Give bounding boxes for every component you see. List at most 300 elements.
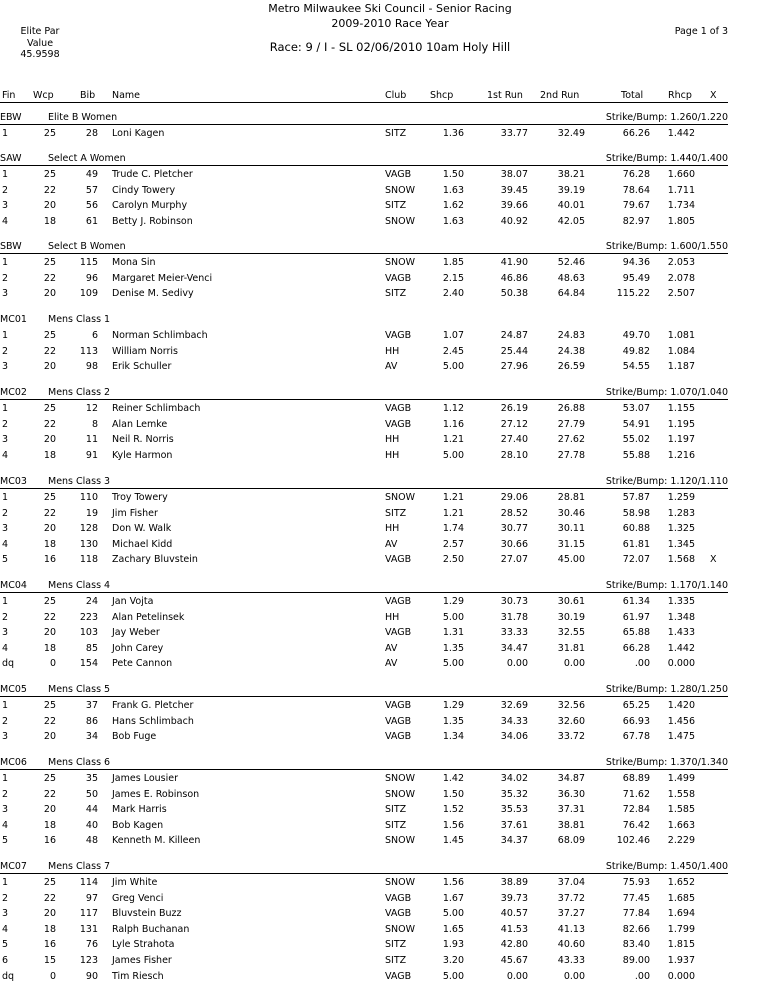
cell-bib: 130 [79,538,98,550]
cell-rhcp: 1.216 [667,449,695,461]
cell-run1: 41.53 [500,923,528,935]
cell-total: 54.55 [622,361,650,373]
table-row [0,789,728,801]
cell-fin: 1 [2,330,9,341]
cell-name: Ralph Buchanan [112,923,190,935]
cell-rhcp: 2.078 [667,272,695,284]
cell-shcp: 1.74 [442,523,464,535]
cell-club: HH [385,611,400,623]
cell-club: SITZ [385,955,407,966]
class-code: MC03 [0,476,27,487]
cell-wcp: 20 [43,627,56,639]
cell-name: Norman Schlimbach [112,330,208,341]
cell-wcp: 22 [43,272,56,284]
table-row [0,185,728,197]
cell-bib: 113 [79,345,98,357]
cell-rhcp: 1.345 [667,538,695,550]
class-code: SAW [0,153,22,164]
cell-run2: 36.30 [557,788,585,800]
cell-total: 66.28 [622,642,650,654]
cell-total: 65.88 [622,627,650,639]
cell-shcp: 1.56 [442,877,464,888]
cell-name: Jay Weber [112,627,160,639]
cell-total: 67.78 [622,731,650,743]
cell-club: SITZ [385,128,407,139]
cell-total: 78.64 [622,184,650,196]
cell-bib: 103 [79,627,98,639]
cell-run1: 33.77 [500,128,528,139]
cell-run1: 38.07 [500,169,528,180]
cell-run2: 24.38 [557,345,585,357]
cell-rhcp: 1.259 [667,492,695,503]
cell-shcp: 1.36 [442,128,464,139]
cell-club: HH [385,345,400,357]
cell-bib: 6 [91,330,98,341]
cell-fin: 1 [2,596,9,607]
cell-club: AV [385,361,398,373]
col-bib: Bib [80,90,96,101]
cell-bib: 37 [85,700,98,711]
cell-run1: 27.12 [500,418,528,430]
class-name: Select A Women [48,153,126,164]
cell-name: Carolyn Murphy [112,200,188,212]
cell-fin: 1 [2,403,9,414]
cell-total: 57.87 [622,492,650,503]
cell-name: Michael Kidd [112,538,173,550]
cell-name: Kenneth M. Killeen [112,835,201,847]
strike-bump: Strike/Bump: 1.170/1.140 [605,580,728,591]
cell-club: SITZ [385,200,407,212]
cell-wcp: 20 [43,288,56,300]
cell-fin: 4 [2,819,9,831]
cell-run1: 42.80 [500,939,528,951]
class-header-sbw [0,241,728,254]
cell-shcp: 1.34 [442,731,464,743]
cell-run2: 32.56 [557,700,585,711]
cell-run1: 28.10 [500,449,528,461]
class-name: Select B Women [48,241,126,252]
cell-fin: 4 [2,215,9,227]
cell-wcp: 0 [49,970,56,982]
cell-club: VAGB [385,272,412,284]
cell-run1: 34.47 [500,642,528,654]
col-rhcp: Rhcp [668,90,692,101]
table-row [0,523,728,535]
cell-bib: 223 [79,611,98,623]
col-shcp: Shcp [430,90,454,101]
col-fin: Fin [2,90,16,101]
table-row [0,361,728,373]
cell-run2: 30.61 [557,596,585,607]
strike-bump: Strike/Bump: 1.450/1.400 [605,861,728,872]
cell-club: VAGB [385,330,412,341]
cell-run1: 34.02 [500,773,528,784]
cell-run1: 29.06 [500,492,528,503]
cell-rhcp: 1.187 [667,361,695,373]
class-header-mc06 [0,757,728,770]
cell-fin: 5 [2,835,9,847]
cell-shcp: 1.85 [442,257,464,268]
cell-name: Mark Harris [112,804,167,816]
elite-par-label: Elite Par [20,26,60,37]
cell-bib: 24 [85,596,98,607]
cell-run1: 32.69 [500,700,528,711]
cell-fin: 2 [2,507,9,519]
cell-wcp: 16 [43,554,56,566]
table-row [0,346,728,358]
cell-club: SNOW [385,773,416,784]
table-row [0,450,728,462]
table-row [0,128,728,140]
cell-name: Don W. Walk [112,523,172,535]
cell-total: 61.97 [622,611,650,623]
cell-run1: 38.89 [500,877,528,888]
cell-total: 79.67 [622,200,650,212]
cell-bib: 85 [85,642,98,654]
cell-club: VAGB [385,892,412,904]
cell-rhcp: 0.000 [667,970,695,982]
cell-shcp: 2.57 [442,538,464,550]
cell-bib: 40 [85,819,98,831]
cell-name: Reiner Schlimbach [112,403,201,414]
cell-club: HH [385,449,400,461]
cell-fin: 3 [2,434,9,446]
class-name: Mens Class 7 [48,861,111,872]
cell-total: 65.25 [622,700,650,711]
cell-wcp: 18 [43,538,56,550]
cell-bib: 76 [85,939,98,951]
cell-fin: 4 [2,449,9,461]
table-row [0,257,728,269]
cell-wcp: 25 [43,403,56,414]
cell-bib: 49 [85,169,98,180]
class-name: Mens Class 3 [48,476,111,487]
table-row [0,971,728,983]
cell-run2: 31.15 [557,538,585,550]
cell-total: 49.70 [622,330,650,341]
cell-run2: 52.46 [557,257,585,268]
cell-rhcp: 1.155 [667,403,695,414]
strike-bump: Strike/Bump: 1.070/1.040 [605,387,728,398]
cell-name: James Lousier [112,773,178,784]
class-name: Mens Class 5 [48,684,111,695]
cell-run1: 30.77 [500,523,528,535]
class-header-mc04 [0,580,728,593]
table-row [0,508,728,520]
cell-total: 58.98 [622,507,650,519]
cell-club: SNOW [385,923,416,935]
cell-fin: 4 [2,538,9,550]
cell-rhcp: 2.053 [667,257,695,268]
cell-club: VAGB [385,418,412,430]
cell-rhcp: 1.663 [667,819,695,831]
cell-name: James Fisher [112,955,172,966]
cell-fin: 2 [2,611,9,623]
cell-name: Kyle Harmon [112,449,173,461]
cell-total: 61.81 [622,538,650,550]
cell-total: 102.46 [616,835,650,847]
cell-bib: 56 [85,200,98,212]
cell-total: 76.42 [622,819,650,831]
cell-shcp: 3.20 [442,955,464,966]
cell-total: 72.07 [622,554,650,566]
cell-wcp: 22 [43,892,56,904]
cell-shcp: 1.62 [442,200,464,212]
cell-rhcp: 1.568 [667,554,695,566]
cell-bib: 91 [85,449,98,461]
cell-total: 71.62 [622,788,650,800]
cell-total: 53.07 [622,403,650,414]
cell-rhcp: 1.734 [667,200,695,212]
cell-run1: 31.78 [500,611,528,623]
cell-run2: 43.33 [557,955,585,966]
cell-bib: 86 [85,715,98,727]
class-name: Mens Class 1 [48,314,111,325]
cell-club: HH [385,434,400,446]
cell-shcp: 2.45 [442,345,464,357]
cell-name: Loni Kagen [112,128,165,139]
cell-wcp: 25 [43,773,56,784]
cell-wcp: 18 [43,923,56,935]
cell-rhcp: 1.283 [667,507,695,519]
cell-fin: dq [2,658,15,670]
cell-run2: 32.60 [557,715,585,727]
cell-rhcp: 1.456 [667,715,695,727]
cell-run1: 30.73 [500,596,528,607]
race-info: Race: 9 / I - SL 02/06/2010 10am Holy Hill [269,40,511,54]
cell-rhcp: 1.685 [667,892,695,904]
cell-wcp: 22 [43,418,56,430]
cell-rhcp: 1.420 [667,700,695,711]
cell-bib: 48 [85,835,98,847]
cell-shcp: 1.67 [442,892,464,904]
cell-total: 94.36 [622,257,650,268]
cell-run1: 39.73 [500,892,528,904]
cell-shcp: 1.65 [442,923,464,935]
cell-club: SNOW [385,877,416,888]
cell-run2: 40.01 [557,200,585,212]
cell-run2: 32.55 [557,627,585,639]
class-header-mc02 [0,387,728,400]
page-number: Page 1 of 3 [674,26,728,37]
cell-shcp: 1.63 [442,215,464,227]
cell-name: Jim White [112,877,158,888]
cell-bib: 61 [85,215,98,227]
table-row [0,539,728,551]
cell-run1: 25.44 [500,345,528,357]
table-row [0,955,728,967]
class-name: Mens Class 6 [48,757,111,768]
cell-name: Cindy Towery [112,184,176,196]
class-code: MC07 [0,861,27,872]
cell-wcp: 16 [43,835,56,847]
class-code: MC01 [0,314,27,325]
cell-wcp: 18 [43,449,56,461]
cell-run2: 0.00 [563,658,585,670]
cell-fin: 1 [2,169,9,180]
cell-club: SITZ [385,939,407,951]
cell-run2: 68.09 [557,835,585,847]
cell-run1: 46.86 [500,272,528,284]
cell-wcp: 0 [49,658,56,670]
cell-fin: 2 [2,788,9,800]
cell-run1: 45.67 [500,955,528,966]
table-row [0,939,728,951]
cell-fin: 2 [2,418,9,430]
cell-wcp: 20 [43,523,56,535]
cell-fin: 2 [2,715,9,727]
cell-rhcp: 1.325 [667,523,695,535]
cell-fin: 2 [2,272,9,284]
cell-rhcp: 1.585 [667,804,695,816]
cell-total: 61.34 [622,596,650,607]
col-x: X [710,90,717,101]
class-header-mc07 [0,861,728,874]
cell-wcp: 20 [43,731,56,743]
cell-total: 77.45 [622,892,650,904]
cell-run2: 37.72 [557,892,585,904]
cell-rhcp: 1.799 [667,923,695,935]
cell-shcp: 1.52 [442,804,464,816]
table-row [0,216,728,228]
class-header-mc03 [0,476,728,489]
cell-club: HH [385,523,400,535]
cell-shcp: 1.35 [442,715,464,727]
cell-rhcp: 1.711 [667,184,695,196]
table-row [0,835,728,847]
cell-run2: 26.59 [557,361,585,373]
cell-shcp: 5.00 [442,658,464,670]
cell-fin: 3 [2,361,9,373]
cell-bib: 50 [85,788,98,800]
strike-bump: Strike/Bump: 1.440/1.400 [605,153,728,164]
cell-club: VAGB [385,627,412,639]
cell-total: 68.89 [622,773,650,784]
class-name: Elite B Women [48,112,118,123]
cell-fin: 1 [2,877,9,888]
cell-shcp: 5.00 [442,970,464,982]
cell-name: Troy Towery [112,492,168,503]
cell-rhcp: 1.081 [667,330,695,341]
cell-run1: 27.07 [500,554,528,566]
cell-run2: 37.27 [557,908,585,920]
cell-bib: 19 [85,507,98,519]
report-title: Metro Milwaukee Ski Council - Senior Racing [268,2,512,15]
cell-fin: 3 [2,731,9,743]
class-name: Mens Class 2 [48,387,111,398]
cell-club: VAGB [385,596,412,607]
cell-name: Erik Schuller [112,361,172,373]
cell-total: 95.49 [622,272,650,284]
table-row [0,434,728,446]
cell-run2: 33.72 [557,731,585,743]
cell-name: William Norris [112,345,178,357]
cell-name: Bob Kagen [112,819,164,831]
table-row [0,554,728,566]
cell-wcp: 25 [43,596,56,607]
cell-rhcp: 1.348 [667,611,695,623]
table-row [0,273,728,285]
cell-name: Margaret Meier-Venci [112,272,213,284]
table-row [0,492,728,504]
class-header-saw [0,153,728,166]
cell-fin: 5 [2,554,9,566]
cell-shcp: 5.00 [442,361,464,373]
cell-shcp: 1.29 [442,700,464,711]
cell-name: Denise M. Sedivy [112,288,194,300]
cell-shcp: 1.63 [442,184,464,196]
cell-run1: 33.33 [500,627,528,639]
table-row [0,804,728,816]
class-code: MC02 [0,387,27,398]
cell-run2: 0.00 [563,970,585,982]
table-row [0,288,728,300]
cell-club: SNOW [385,184,416,196]
table-row [0,893,728,905]
cell-name: Jan Vojta [112,596,154,607]
cell-bib: 117 [79,908,98,920]
table-row [0,877,728,889]
cell-wcp: 25 [43,877,56,888]
cell-run1: 27.96 [500,361,528,373]
cell-run1: 41.90 [500,257,528,268]
table-row [0,731,728,743]
cell-bib: 98 [85,361,98,373]
cell-run1: 50.38 [500,288,528,300]
cell-total: 83.40 [622,939,650,951]
cell-total: 55.02 [622,434,650,446]
cell-total: 82.66 [622,923,650,935]
cell-bib: 8 [91,418,98,430]
class-code: EBW [0,112,22,123]
cell-bib: 114 [79,877,98,888]
cell-fin: 1 [2,492,9,503]
table-row [0,773,728,785]
cell-rhcp: 2.229 [667,835,695,847]
cell-bib: 44 [85,804,98,816]
elite-par-value: 45.9598 [20,49,60,60]
cell-total: 82.97 [622,215,650,227]
cell-wcp: 25 [43,169,56,180]
cell-run1: 0.00 [506,658,528,670]
cell-run2: 31.81 [557,642,585,654]
cell-shcp: 2.40 [442,288,464,300]
cell-rhcp: 1.558 [667,788,695,800]
cell-fin: 3 [2,288,9,300]
cell-fin: 1 [2,128,9,139]
cell-wcp: 16 [43,939,56,951]
cell-bib: 97 [85,892,98,904]
table-row [0,658,728,670]
cell-run2: 34.87 [557,773,585,784]
cell-total: 72.84 [622,804,650,816]
cell-club: SNOW [385,835,416,847]
cell-fin: 4 [2,923,9,935]
elite-par-value-label: Value [26,37,54,49]
cell-name: Bluvstein Buzz [112,908,182,920]
cell-bib: 34 [85,731,98,743]
cell-run2: 41.13 [557,923,585,935]
cell-bib: 115 [79,257,98,268]
cell-wcp: 20 [43,200,56,212]
cell-name: Frank G. Pletcher [112,700,194,711]
cell-name: Jim Fisher [112,507,158,519]
cell-fin: 4 [2,642,9,654]
strike-bump: Strike/Bump: 1.600/1.550 [605,241,728,252]
table-row [0,700,728,712]
cell-name: Bob Fuge [112,731,157,743]
cell-club: VAGB [385,403,412,414]
